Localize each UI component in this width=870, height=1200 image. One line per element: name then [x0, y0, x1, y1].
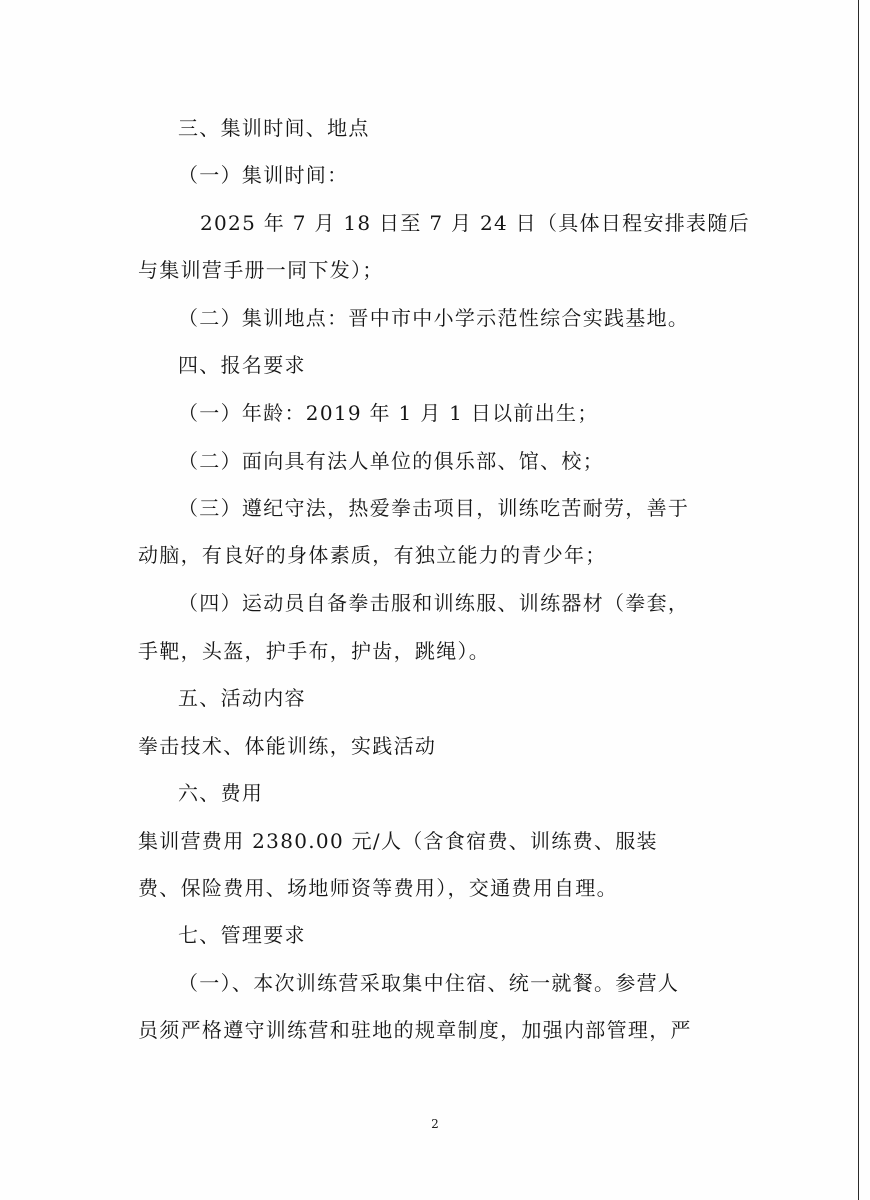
requirement-clubs: （二）面向具有法人单位的俱乐部、馆、校；: [178, 449, 604, 473]
section-heading-5: 五、活动内容: [178, 686, 306, 710]
fee-paragraph: 集训营费用 2380.00 元/人（含食宿费、训练费、服装: [138, 829, 658, 853]
paragraph-dates-cont: 与集训营手册一同下发）；: [138, 258, 384, 282]
requirement-age: （一）年龄：2019 年 1 月 1 日以前出生；: [178, 401, 599, 425]
management-paragraph-cont: 员须严格遵守训练营和驻地的规章制度，加强内部管理，严: [138, 1018, 692, 1042]
section-heading-7: 七、管理要求: [178, 923, 306, 947]
page-edge-line: [858, 0, 859, 1200]
fee-paragraph-cont: 费、保险费用、场地师资等费用），交通费用自理。: [138, 876, 618, 900]
paragraph-location: （二）集训地点：晋中市中小学示范性综合实践基地。: [178, 306, 690, 330]
requirement-equipment: （四）运动员自备拳击服和训练服、训练器材（拳套，: [178, 591, 690, 615]
requirement-equipment-cont: 手靶，头盔，护手布，护齿，跳绳）。: [138, 639, 491, 663]
paragraph-dates: 2025 年 7 月 18 日至 7 月 24 日（具体日程安排表随后: [200, 211, 750, 235]
requirement-conduct: （三）遵纪守法，热爱拳击项目，训练吃苦耐劳，善于: [178, 496, 690, 520]
section-heading-6: 六、费用: [178, 781, 264, 805]
activity-content: 拳击技术、体能训练，实践活动: [138, 734, 437, 758]
page-number: 2: [431, 1117, 439, 1131]
subheading-training-time: （一）集训时间：: [178, 163, 349, 187]
management-paragraph: （一）、本次训练营采取集中住宿、统一就餐。参营人: [178, 971, 680, 995]
section-heading-3: 三、集训时间、地点: [178, 116, 370, 140]
section-heading-4: 四、报名要求: [178, 353, 306, 377]
requirement-conduct-cont: 动脑，有良好的身体素质，有独立能力的青少年；: [138, 543, 607, 567]
